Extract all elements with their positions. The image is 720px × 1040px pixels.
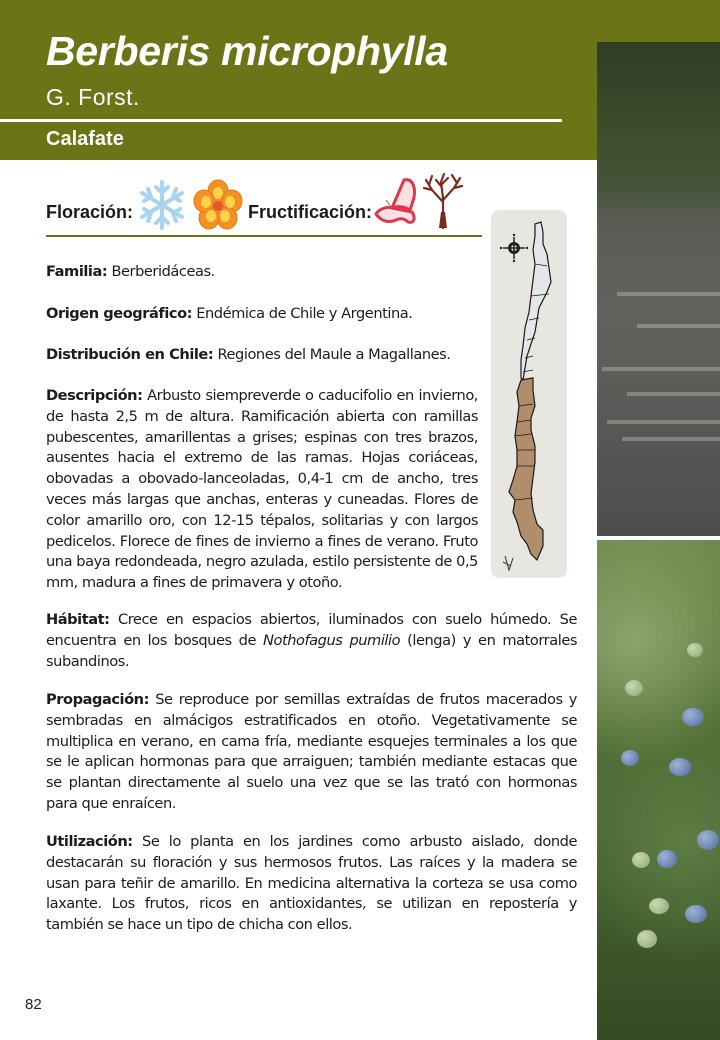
- habitat-label: Hábitat:: [46, 611, 110, 628]
- fruiting-label: Fructificación:: [248, 202, 373, 222]
- berry: [669, 758, 691, 776]
- descripcion-text: Arbusto siempreverde o caducifolio en invierno, de hasta 2,5 m de altura. Ramificación abierta con ramillas pubescentes, amarillentas a grises; espinas con tres brazos, ausentes hacia el extremo de las ramas. Hojas coriáceas, obovadas a obovado-lanceoladas, 0,4-1 cm de ancho, tres veces más largas que anchas, enteras y cuneadas. Flores de color amarillo oro, con 12-15 tépalos, solitarias y con largos pedicelos. Florece de fines de invierno a fines de verano. Fruto una baya redondeada, negro azulada, estilo persistente de 0,5 mm, madura a fines de primavera y otoño.: [46, 387, 478, 592]
- common-name: Calafate: [46, 128, 124, 150]
- berry: [621, 750, 639, 766]
- unripe-berry: [625, 680, 643, 696]
- section-descripcion: [46, 386, 478, 594]
- scientific-name: Berberis microphylla: [46, 28, 448, 74]
- bare-tree-icon: [420, 172, 466, 230]
- section-origen: [46, 304, 482, 325]
- habitat-text-1: Crece en espacios abiertos, iluminados con suelo húmedo. Se encuentra en los bosques de: [46, 611, 577, 649]
- page-number: 82: [25, 996, 42, 1013]
- utilizacion-text: Se lo planta en los jardines como arbusto aislado, donde destacarán su floración y sus hermosos frutos. Las raíces y la madera se usan para teñir de amarillo. En medicina alternativa la corteza se usa como laxante. Los frutos, ricos en antioxidantes, se utilizan en repostería y también se hace un tipo de chicha con ellos.: [46, 833, 577, 934]
- unripe-berry: [632, 852, 650, 868]
- photo-texture: [637, 324, 720, 328]
- berry: [657, 850, 677, 868]
- unripe-berry: [687, 643, 703, 657]
- berries-photo: [597, 540, 720, 1040]
- section-utilizacion: [46, 832, 577, 936]
- familia-label: Familia:: [46, 263, 108, 280]
- origen-text: Endémica de Chile y Argentina.: [192, 305, 413, 322]
- section-propagacion: [46, 690, 577, 815]
- phenology-divider: [46, 235, 482, 237]
- photo-texture: [617, 292, 720, 296]
- photo-texture: [622, 437, 720, 441]
- section-distribucion: [46, 345, 482, 366]
- habitat-text-2: (lenga) y en matorrales subandinos.: [46, 631, 577, 670]
- distribution-map: [491, 210, 567, 578]
- header-panel: [0, 0, 597, 160]
- utilizacion-label: Utilización:: [46, 833, 133, 850]
- descripcion-label: Descripción:: [46, 387, 143, 404]
- berry: [697, 830, 719, 850]
- compass-rose-icon: [500, 234, 528, 262]
- chile-map: [491, 210, 567, 578]
- berry: [685, 905, 707, 923]
- photo-texture: [602, 367, 720, 371]
- habitat-photo-road: [597, 42, 720, 536]
- flower-icon: [192, 179, 244, 231]
- propagacion-text: Se reproduce por semillas extraídas de frutos macerados y sembradas en almácigos estratificados en otoño. Vegetativamente se multiplica en verano, en cama fría, mediante esquejes terminales a los que se le aplican hormonas para que arraiguen; también mediante estacas que se plantan directamente al suelo una vez que se las trató con hormonas para que enraícen.: [46, 691, 577, 812]
- familia-text: Berberidáceas.: [107, 263, 215, 280]
- berry: [682, 708, 704, 726]
- species-name-italic: Nothofagus pumilio: [263, 631, 401, 649]
- author-abbreviation: G. Forst.: [46, 84, 140, 110]
- photo-texture: [627, 392, 720, 396]
- antarctic-symbol: [503, 556, 513, 570]
- photo-texture: [607, 420, 720, 424]
- unripe-berry: [649, 898, 669, 914]
- propagacion-label: Propagación:: [46, 691, 150, 708]
- origen-label: Origen geográfico:: [46, 305, 193, 322]
- section-familia: [46, 262, 482, 283]
- butterfly-icon: [374, 176, 420, 230]
- distribucion-label: Distribución en Chile:: [46, 346, 214, 363]
- section-habitat: [46, 610, 577, 672]
- flowering-label: Floración:: [46, 202, 134, 222]
- snowflake-icon: [136, 179, 188, 231]
- unripe-berry: [637, 930, 657, 948]
- distribucion-text: Regiones del Maule a Magallanes.: [213, 346, 451, 363]
- header-divider: [0, 119, 562, 122]
- phenology-row: [46, 176, 482, 232]
